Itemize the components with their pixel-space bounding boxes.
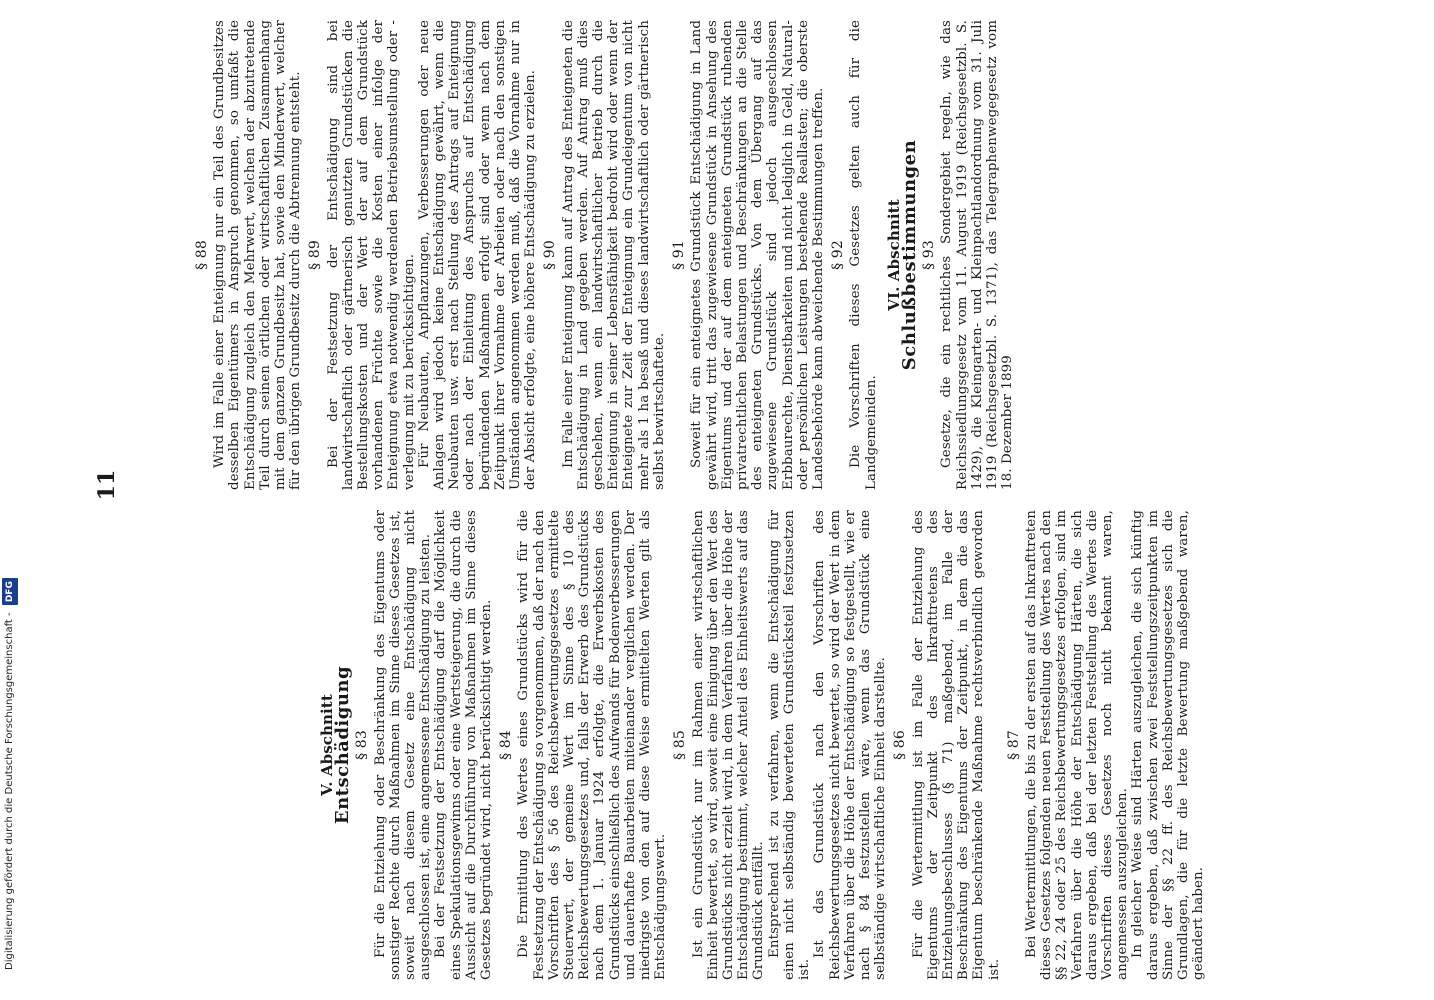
part-title: Entschädigung <box>332 665 354 825</box>
part-title-vi: Schlußbestimmungen <box>898 139 920 371</box>
page-number: 11 <box>94 469 120 501</box>
section-paragraph: Ist das Grundstück nach den Vorschriften des Reichsbewertungsgesetzes nicht bewertet, so wird der Wert in dem Verfahren über die Höhe der Entschädigung so festgestellt, wie er nach § 84 festzustellen wäre, wenn das Grundstück eine selbständige wirtschaftliche Einheit darstellte. <box>812 510 889 980</box>
section-number: § 89 <box>307 240 324 270</box>
section-number: § 90 <box>542 240 559 270</box>
section-paragraph: Wird im Falle einer Enteignung nur ein Teil des Grundbesitzes desselben Eigentümers in Anspruch genommen, so umfaßt die Entschädigung zugleich den Mehrwert, welchen der abzutretende Teil durch seinen örtlichen oder wirtschaftlichen Zusammenhang mit dem ganzen Grundbesitz hat, sowie den Minderwert, welcher für den übrigen Grundbesitz durch die Abtrennung entsteht. <box>212 20 304 490</box>
section-paragraph: Für die Wertermittlung ist im Falle der Entziehung des Eigentums der Zeitpunkt des Inkrafttretens des Entziehungsbeschlusses (§ 71) maßgebend, im Falle der Beschränkung des Eigentums der Zeitpunkt, in dem die das Eigentum beschränkende Maßnahme rechtsverbindlich geworden ist. <box>910 510 1002 980</box>
section-paragraph: Ist ein Grundstück nur im Rahmen einer wirtschaftlichen Einheit bewertet, so wird, soweit eine Einigung über den Wert des Grundstücks nicht erzielt wird, in dem Verfahren über die Höhe der Entschädigung bestimmt, welcher Anteil des Einheitswerts auf das Grundstück entfällt. <box>690 510 767 980</box>
section-paragraph: Die Vorschriften dieses Gesetzes gelten auch für die Landgemeinden. <box>848 20 879 490</box>
part-heading: V. Abschnitt <box>318 694 336 796</box>
section-paragraph: Die Ermittlung des Wertes eines Grundstücks wird für die Festsetzung der Entschädigung so vorgenommen, daß der nach den Vorschriften des § 56 des Reichsbewertungsgesetzes ermittelte Steuerwert, der gemeine Wert im Sinne des § 10 des Reichsbewertungsgesetzes und, falls der Erwerb des Grundstücks nach dem 1. Januar 1924 erfolgte, die Erwerbskosten des Grundstücks einschließlich des Aufwands für Bodenverbesserungen und dauerhafte Bauarbeiten miteinander verglichen werden. Der niedrigste von den auf diese Weise ermittelten Werten gilt als Entschädigungswert. <box>516 510 669 980</box>
document-page <box>94 0 1434 1000</box>
section-number: § 91 <box>671 240 688 270</box>
right-column <box>190 20 1015 490</box>
part-heading-vi: VI. Abschnitt <box>884 199 903 311</box>
section-paragraph: Bei Wertermittlungen, die bis zu der ersten auf das Inkrafttreten dieses Gesetzes folgenden neuen Feststellung des Wertes nach den §§ 22, 24 oder 25 des Reichsbewertungsgesetzes erfolgen, sind im Verfahren über die Höhe der Entschädigung Härten, die sich daraus ergeben, daß bei der letzten Feststellung des Wertes die Vorschriften dieses Gesetzes noch nicht bekannt waren, angemessen auszugleichen. <box>1023 510 1131 980</box>
section-paragraph: Soweit für ein enteignetes Grundstück Entschädigung in Land gewährt wird, tritt das zugewiesene Grundstück in Ansehung des Eigentums und der auf dem enteigneten Grundstück ruhenden privatrechtlichen Belastungen und Beschränkungen an die Stelle des enteigneten Grundstücks. Von dem Übergang auf das zugewiesene Grundstück sind jedoch ausgeschlossen Erbbaurechte, Dienstbarkeiten und nicht lediglich in Geld, Natural- oder persönlichen Leistungen bestehende Reallasten; die oberste Landesbehörde kann abweichende Bestimmungen treffen. <box>689 20 826 490</box>
section-number: § 83 <box>354 730 371 760</box>
section-paragraph: In gleicher Weise sind Härten auszugleichen, die sich künftig daraus ergeben, daß zwischen zwei Feststellungszeitpunkten im Sinne der §§ 22 ff. des Reichsbewertungsgesetzes sich die Grundlagen, die für die letzte Bewertung maßgebend waren, geändert haben. <box>1130 510 1207 980</box>
section-paragraph: Gesetze, die ein rechtliches Sondergebiet regeln, wie das Reichssiedlungsgesetz vom 11. August 1919 (Reichsgesetzbl. S. 1429), die Kleingarten- und Kleinpachtlandordnung vom 31. Juli 1919 (Reichsgesetzbl. S. 1371), das Telegraphenwegegesetz vom 18. Dezember 1899 <box>939 20 1016 490</box>
right-sections-before <box>195 20 879 490</box>
section-number: § 93 <box>921 240 938 270</box>
section-paragraph: Bei der Festsetzung der Entschädigung darf die Möglichkeit eines Spekulationsgewinns oder eine Wertsteigerung, die durch die Aussicht auf die Durchführung von Maßnahmen im Sinne dieses Gesetzes begründet wird, nicht berücksichtigt werden. <box>433 510 495 980</box>
left-sections <box>355 510 1206 980</box>
section-number: § 87 <box>1005 730 1022 760</box>
section-paragraph: Entsprechend ist zu verfahren, wenn die Entschädigung für einen nicht selbständig bewerteten Grundstücksteil festzusetzen ist. <box>766 510 813 980</box>
section-number: § 92 <box>830 240 847 270</box>
section-paragraph: Für Neubauten, Anpflanzungen, Verbesserungen oder neue Anlagen wird jedoch keine Entschädigung gewährt, wenn die Neubauten usw. erst nach Stellung des Antrags auf Enteignung oder nach der Einleitung des Anspruchs auf Entschädigung begründenden Maßnahmen erfolgt sind oder wenn nach dem Zeitpunkt ihrer Vornahme der Arbeiten oder nach den sonstigen Umständen angenommen werden muß, daß die Vornahme nur in der Absicht erfolgte, eine höhere Entschädigung zu erzielen. <box>416 20 539 490</box>
right-sections-after <box>922 20 1015 490</box>
section-paragraph: Für die Entziehung oder Beschränkung des Eigentums oder sonstiger Rechte durch Maßnahmen im Sinne dieses Gesetzes ist, soweit nach diesem Gesetz eine Entschädigung nicht ausgeschlossen ist, eine angemessene Entschädigung zu leisten. <box>372 510 434 980</box>
section-paragraph: Bei der Festsetzung der Entschädigung sind bei landwirtschaftlich oder gärtnerisch genutzten Grundstücken die Bestellungskosten und der Wert der auf dem Grundstück vorhandenen Früchte sowie die Kosten einer infolge der Enteignung etwa notwendig werdenden Betriebsumstellung oder -verlegung mit zu berücksichtigen. <box>325 20 417 490</box>
digitization-credit <box>2 0 20 1000</box>
section-number: § 86 <box>892 730 909 760</box>
section-number: § 85 <box>672 730 689 760</box>
section-paragraph: Im Falle einer Enteignung kann auf Antrag des Enteigneten die Entschädigung in Land gegeben werden. Auf Antrag muß dies geschehen, wenn ein landwirtschaftlicher Betrieb durch die Enteignung in seiner Lebensfähigkeit bedroht wird oder wenn der Enteignete zur Zeit der Enteignung ein Grundeigentum von nicht mehr als 1 ha besaß und dieses landwirtschaftlich oder gärtnerisch selbst bewirtschaftete. <box>560 20 667 490</box>
dfg-logo: DFG <box>2 578 18 605</box>
section-number: § 88 <box>194 240 210 270</box>
left-column <box>320 510 1206 980</box>
section-number: § 84 <box>498 730 515 760</box>
credit-text: Digitalisierung gefördert durch die Deutsche Forschungsgemeinschaft - <box>4 612 15 970</box>
